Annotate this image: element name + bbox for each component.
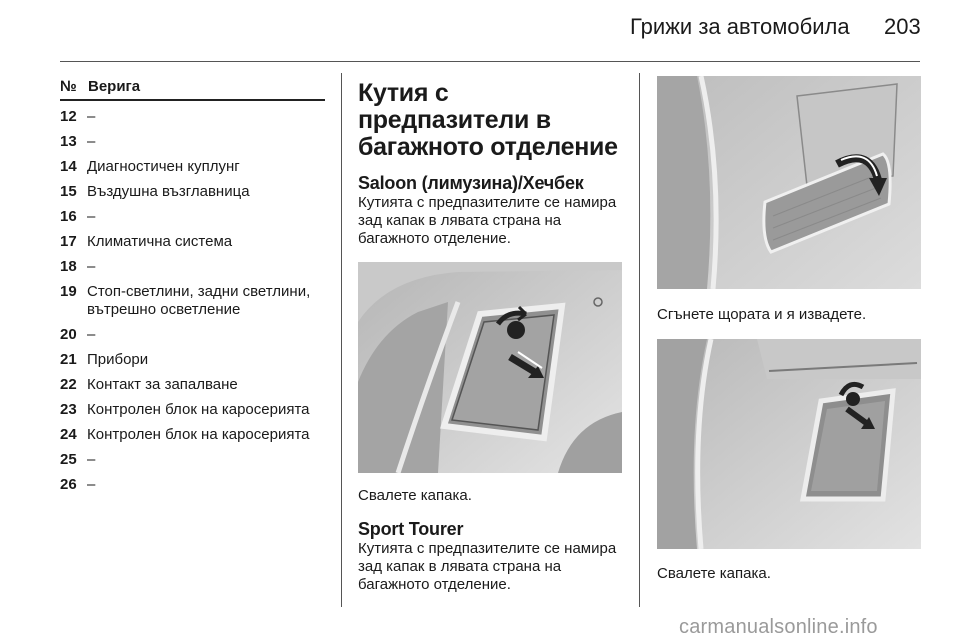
fuse-number: 22 — [60, 376, 77, 393]
photo2-caption: Сгънете щората и я извадете. — [657, 306, 867, 323]
fuse-table-header — [60, 78, 325, 101]
fuse-circuit: Контролен блок на каросерията — [87, 401, 310, 418]
table-row — [60, 283, 325, 319]
table-row — [60, 208, 325, 226]
fuse-circuit: Контакт за запалване — [87, 376, 238, 393]
section-heading: Кутия с предпазители в багажното отделение — [358, 79, 618, 161]
fuse-number: 15 — [60, 183, 77, 200]
table-row — [60, 376, 325, 394]
fuse-circuit: – — [87, 451, 96, 468]
watermark: carmanualsonline.info — [679, 616, 878, 638]
table-row — [60, 233, 325, 251]
fuse-number: 18 — [60, 258, 77, 275]
fuse-number: 24 — [60, 426, 77, 443]
photo-saloon-trunk-cover — [358, 262, 622, 473]
fuse-number: 26 — [60, 476, 77, 493]
table-row — [60, 158, 325, 176]
header-rule — [60, 61, 920, 62]
fuse-circuit: – — [87, 258, 96, 275]
right-column — [657, 76, 921, 583]
saloon-description: Кутията с предпазителите се намира зад капак в лявата страна на багажното отделение. — [358, 194, 617, 247]
fuse-circuit: – — [87, 133, 96, 150]
photo-sport-tourer-trunk-cover — [657, 339, 921, 549]
photo1-caption: Свалете капака. — [358, 487, 472, 504]
table-row — [60, 108, 325, 126]
table-row — [60, 133, 325, 151]
fuse-number: 21 — [60, 351, 77, 368]
fuse-circuit: – — [87, 326, 96, 343]
fuse-number: 20 — [60, 326, 77, 343]
fuse-number: 23 — [60, 401, 77, 418]
fuse-circuit: Стоп-светлини, задни светлини, вътрешно осветление — [87, 283, 311, 318]
table-row — [60, 451, 325, 469]
fuse-circuit: – — [87, 208, 96, 225]
photo3-caption: Свалете капака. — [657, 565, 771, 582]
fuse-number: 16 — [60, 208, 77, 225]
table-row — [60, 258, 325, 276]
fuse-circuit: Прибори — [87, 351, 149, 368]
column-divider-right — [639, 73, 640, 607]
column-header-no: № — [60, 78, 77, 95]
fuse-circuit: Климатична система — [87, 233, 233, 250]
column-divider-left — [341, 73, 342, 607]
middle-column — [358, 80, 622, 594]
fuse-circuit: – — [87, 108, 96, 125]
running-header-title: Грижи за автомобила — [630, 14, 850, 39]
table-row — [60, 351, 325, 369]
photo-roller-blind — [657, 76, 921, 289]
fuse-table-body — [60, 108, 325, 494]
fuse-number: 14 — [60, 158, 77, 175]
column-header-circuit: Верига — [88, 78, 141, 95]
fuse-number: 12 — [60, 108, 77, 125]
sport-tourer-heading: Sport Tourer — [358, 519, 464, 539]
table-row — [60, 326, 325, 344]
table-row — [60, 476, 325, 494]
fuse-number: 19 — [60, 283, 77, 300]
fuse-circuit: Контролен блок на каросерията — [87, 426, 310, 443]
page-number: 203 — [884, 14, 921, 39]
fuse-table — [60, 78, 325, 494]
fuse-circuit: Диагностичен куплунг — [87, 158, 240, 175]
table-row — [60, 401, 325, 419]
fuse-number: 13 — [60, 133, 77, 150]
table-row — [60, 183, 325, 201]
fuse-number: 25 — [60, 451, 77, 468]
saloon-heading: Saloon (лимузина)/Хечбек — [358, 173, 584, 193]
table-row — [60, 426, 325, 444]
sport-tourer-description: Кутията с предпазителите се намира зад капак в лявата страна на багажното отделение. — [358, 540, 617, 593]
fuse-circuit: Въздушна възглавница — [87, 183, 250, 200]
fuse-circuit: – — [87, 476, 96, 493]
fuse-number: 17 — [60, 233, 77, 250]
